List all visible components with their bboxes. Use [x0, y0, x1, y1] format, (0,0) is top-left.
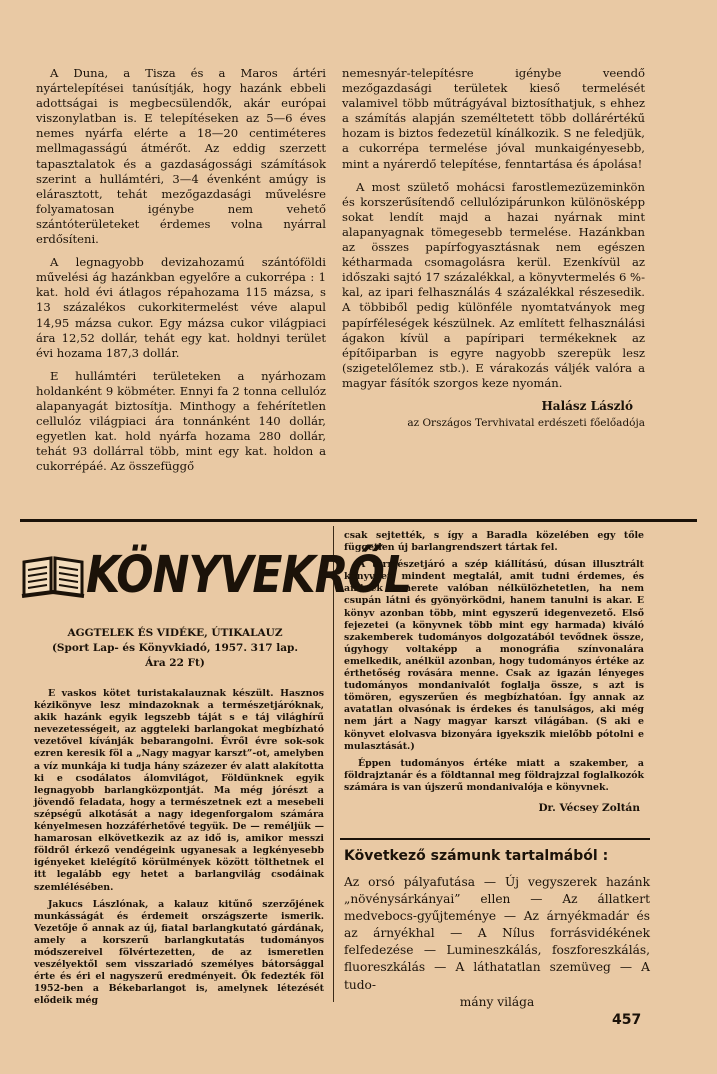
article-author-role: az Országos Tervhivatal erdészeti főelőadója [407, 417, 645, 430]
next-issue-text-last: mány világa [459, 994, 535, 1009]
article-paragraph: A Duna, a Tisza és a Maros ártéri nyártelepítései tanúsítják, hogy hazánk ebbeli adottságai is megbecsülendők, akár európai viszonylatban is. E telepítéseken az 5—6 éves nemes nyárfa elérte a 18—20 centiméteres mellmagasságú átmérőt. Az eddig szerzett tapasztalatok és a gazdaságossági számítások szerint a hullámtéri, 3—4 évenként amúgy is elárasztott, tehát mezőgazdasági művelésre folyamatosan igénybe nem vehető szántóterületeket érdemes volna nyárral erdősíteni. [36, 66, 326, 247]
article-paragraph: E hullámtéri területeken a nyárhozam holdanként 9 köbméter. Ennyi fa 2 tonna cellulóz alapanyagát biztosítja. Minthogy a fehérítetlen cellulóz világpiaci ára tonnánként 140 dollár, egyetlen kat. hold nyárfa hozama 280 dollár, tehát 93 dollárral több, mint egy kat. holdon a cukorrépáé. Az összefüggő [36, 368, 326, 474]
books-section-logo [20, 544, 411, 605]
review-paragraph: E vaskos kötet turistakalauznak készült. Hasznos kézikönyve lesz mindazoknak a természetjáróknak, akik hazánk egyik legszebb táját s e táj világhírű nevezetességeit, az aggteleki barlangokat megbízható vezetővel kívánják bebarangolni. Évről évre sok-sok ezren keresik föl a „Nagy magyar karszt”-ot, amelyben a víz munkája ki tudja hány százezer év alatt alakította ki e csodálatos álomvilágot, Földünknek egyik legnagyobb barlangközpontját. Ma még jórészt a jövendő feladata, hogy a természetnek ezt a mesebeli szépségű alkotását a nagy idegenforgalom számára kényelmesen hozzáférhetővé tegyük. De — reméljük — hamarosan elkövetkezik az az idő is, amikor messzi földről érkező vendégeink ugyanesak a legkényesebb igényeket kielégítő körülmények között tölthetnek el itt legalább egy hetet a barlangvilág csodáinak szemlélésében. [34, 688, 324, 893]
book-review-left-column [34, 688, 324, 1012]
article-left-column [36, 66, 326, 482]
article-paragraph: A most születő mohácsi farostlemezüzeminkön és korszerűsítendő cellulózipárunkon különösképp sokat lendít majd a hazai nyárnak mint alapanyagnak tömegesebb termelése. Hazánkban az összes papírfogyasztásnak nem egészen kétharmada csomagolásra kerül. Ezenkívül az időszaki sajtó 17 százalékkal, a könyvtermelés 6 %-kal, az ipari felhasználás 4 százalékkal részesedik. A többiből pedig különféle nyomtatványok meg papírféleségek készülnek. Az említett felhasználási ágakon kívül a papíripari termékeknek az építőiparban is egyre nagyobb szerepük lesz (szigetelőlemez stb.). E várakozás váljék valóra a magyar fásítók szorgos keze nyomán. [342, 179, 645, 390]
review-paragraph: csak sejtették, s így a Baradla közelében egy tőle független új barlangrendszert tártak fel. [344, 530, 644, 554]
reviewer-name: Dr. Vécsey Zoltán [538, 801, 640, 814]
book-title [30, 626, 320, 671]
article-right-column [342, 66, 645, 431]
page-number: 457 [612, 1012, 642, 1028]
review-paragraph: Jakucs Lászlónak, a kalauz kitűnő szerzőjének munkásságát és érdemeit országszerte ismerik. Vezetője ő annak az új, fiatal barlangkutató gárdának, amely a korszerű barlangkutatás tudományos módszereivel fölvértezetten, de az ismeretlen veszélyektől sem visszariadó személyes bátorsággal érte és éri el nagyszerű eredményeit. Ők fedezték föl 1952-ben a Békebarlangot is, amelynek létezését elődeik még [34, 898, 324, 1007]
review-paragraph: Éppen tudományos értéke miatt a szakember, a földrajztanár és a földtannal meg földrajzzal foglalkozók számára is van újszerű mondanivalója e könyvnek. [344, 757, 644, 793]
book-title-line: AGGTELEK ÉS VIDÉKE, ÚTIKALAUZ [67, 627, 283, 639]
next-issue-title: Következő számunk tartalmából : [344, 848, 609, 864]
next-issue-divider [340, 838, 650, 840]
review-paragraph: A természetjáró a szép kiállítású, dúsan illusztrált könyvben mindent megtalál, amit tudni érdemes, és aminek ismerete valóban nélkülözhetetlen, ha nem csupán látni és gyönyörködni, hanem tanulni is akar. E könyv azonban több, mint egyszerű idegenvezető. Első fejezetei (a könyvnek több mint egy harmada) kiváló szakemberek tudományos dolgozatából tevődnek össze, úgyhogy voltaképp a monográfia színvonalára emelkedik, anélkül azonban, hogy tudományos értéke az érthetőség rovására menne. Csak az igazán lényeges tudományos mondanivalót foglalja össze, s azt is tömören, egyszerűen és megbízhatóan. Így annak az avatatlan olvasónak is érdekes és tanulságos, aki még nem járt a Nagy magyar karszt világában. (S aki e könyvet elolvasva bizonyára igyekszik mielőbb pótolni e mulasztását.) [344, 559, 644, 752]
article-paragraph: A legnagyobb devizahozamú szántóföldi művelési ág hazánkban egyelőre a cukorrépa : 1 kat. hold évi átlagos répahozama 115 mázsa, s 13 százalékos cukorkitermelést véve alapul 14,95 mázsa cukor. Egy mázsa cukor világpiaci ára 12,52 dollár, tehát egy kat. holdnyi terület évi hozama 187,3 dollár. [36, 255, 326, 360]
section-divider [20, 519, 697, 522]
books-section-title: KÖNYVEKRŐL [86, 546, 411, 605]
next-issue-text: Az orsó pályafutása — Új vegyszerek hazánk „növénysárkányai” ellen — Az állatkert medvebocs-gyűjteménye — Az árnyékmadár és az árnyékhal — A Nílus forrásvidékének felfedezése — Lumineszkálás, foszforeszkálás, fluoreszkálás — A láthatatlan szemüveg — A tudo- [344, 875, 650, 992]
book-price-line: Ára 22 Ft) [145, 657, 205, 669]
book-review-right-column [344, 530, 644, 814]
article-author: Halász László [541, 398, 633, 413]
book-publisher-line: (Sport Lap- és Könyvkiadó, 1957. 317 lap. [51, 642, 299, 654]
next-issue-contents [344, 874, 650, 1011]
article-paragraph: nemesnyár-telepítésre igénybe veendő mezőgazdasági területek kieső termelését valamivel több műtrágyával biztosíthatjuk, s ehhez a számítás alapján személtetett több dollárértékű hozam is biztos fedezetül kínálkozik. S ne feledjük, a cukorrépa termelése jóval munkaigényesebb, mint a nyárerdő telepítése, fenntartása és ápolása! [342, 66, 645, 171]
open-book-icon [20, 552, 86, 598]
